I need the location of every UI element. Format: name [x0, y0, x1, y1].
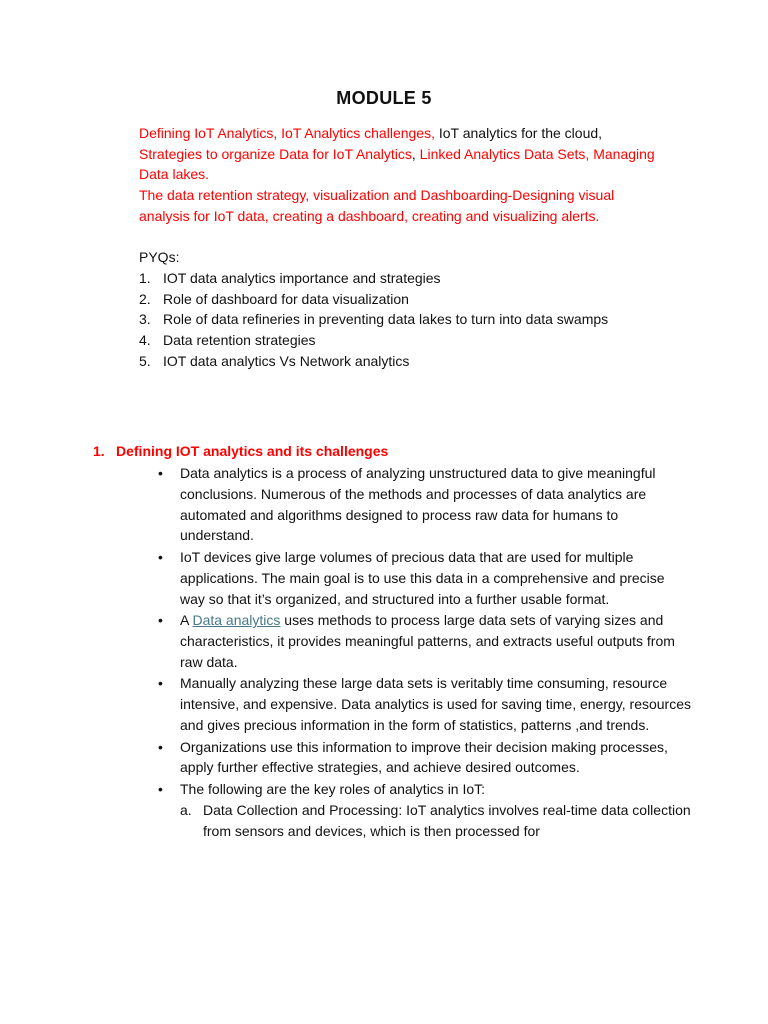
topics-line3-red: The data retention strategy, visualization and Dashboarding-Designing visual analysis for IoT data, creating a dashboard, creating and visualizing alerts. — [139, 187, 615, 224]
pyq-item — [139, 268, 699, 289]
bullet-icon: • — [158, 465, 163, 481]
bullet-text: Data analytics is a process of analyzing unstructured data to give meaningful conclusions. Numerous of the methods and processes of data analytics are automated and algorithms designed to process raw data for humans to understand. — [180, 465, 656, 544]
sub-item-letter: a. — [180, 801, 192, 818]
bullet-icon: • — [158, 738, 163, 755]
bullet-item — [93, 547, 693, 609]
section-heading — [93, 441, 693, 461]
bullet-item — [93, 673, 693, 735]
pyq-item — [139, 289, 699, 310]
pyq-number: 2. — [139, 290, 151, 307]
sub-item-text: Data Collection and Processing: IoT analytics involves real-time data collection from sensors and devices, which is then processed for — [203, 801, 691, 839]
section-title: Defining IOT analytics and its challenges — [116, 443, 389, 459]
pyq-item — [139, 309, 699, 330]
bullet-icon: • — [158, 612, 163, 629]
pyqs-block — [139, 247, 699, 372]
data-analytics-link[interactable]: Data analytics — [192, 612, 281, 629]
pyq-number: 4. — [139, 332, 151, 349]
bullet-item — [93, 610, 693, 672]
bullet-icon: • — [158, 548, 163, 565]
pyq-item — [139, 351, 699, 372]
pyq-number: 5. — [139, 352, 151, 369]
pyq-text: Role of dashboard for data visualization — [163, 290, 409, 307]
bullet-prefix: A — [180, 612, 193, 629]
section-number: 1. — [93, 443, 105, 459]
bullet-text: IoT devices give large volumes of precious data that are used for multiple applications. The main goal is to use this data in a comprehensive and precise way so that it’s organized, and structured into a further usable format. — [180, 548, 665, 607]
bullet-icon: • — [158, 675, 163, 692]
section-defining-iot-analytics — [93, 441, 693, 842]
bullet-item — [93, 737, 693, 779]
pyq-text: IOT data analytics importance and strategies — [163, 269, 441, 286]
module-topics — [139, 123, 659, 227]
bullet-icon: • — [158, 780, 163, 797]
pyqs-label: PYQs: — [139, 249, 180, 265]
pyq-text: Data retention strategies — [163, 332, 316, 349]
sub-list-item — [180, 800, 693, 842]
topics-line2-sep: , — [411, 145, 420, 162]
pyq-number: 3. — [139, 311, 151, 328]
topics-line2-red-a: Strategies to organize Data for IoT Analytics — [139, 145, 412, 162]
pyq-text: Role of data refineries in preventing data lakes to turn into data swamps — [163, 311, 609, 328]
pyq-number: 1. — [139, 269, 151, 286]
topics-line1-red: Defining IoT Analytics, IoT Analytics challenges, — [139, 125, 435, 141]
pyq-text: IOT data analytics Vs Network analytics — [163, 352, 410, 369]
pyq-item — [139, 330, 699, 351]
topics-line2-red-b: Linked Analytics Data Sets, Managing Data lakes. — [139, 145, 655, 183]
bullet-text: Organizations use this information to improve their decision making processes, apply further effective strategies, and achieve desired outcomes. — [180, 738, 668, 776]
bullet-text: Manually analyzing these large data sets is veritably time consuming, resource intensive, and expensive. Data analytics is used for saving time, energy, resources and gives precious information in the form of statistics, patterns ,and trends. — [180, 675, 691, 733]
bullet-item — [93, 463, 693, 546]
bullet-list — [93, 463, 693, 841]
topics-line1-black: IoT analytics for the cloud, — [434, 125, 603, 141]
page-title: MODULE 5 — [336, 88, 432, 108]
bullet-item — [93, 779, 693, 841]
bullet-text: The following are the key roles of analytics in IoT: — [180, 780, 486, 797]
bullet-suffix: uses methods to process large data sets of varying sizes and characteristics, it provides meaningful patterns, and extracts useful outputs from raw data. — [180, 612, 675, 670]
